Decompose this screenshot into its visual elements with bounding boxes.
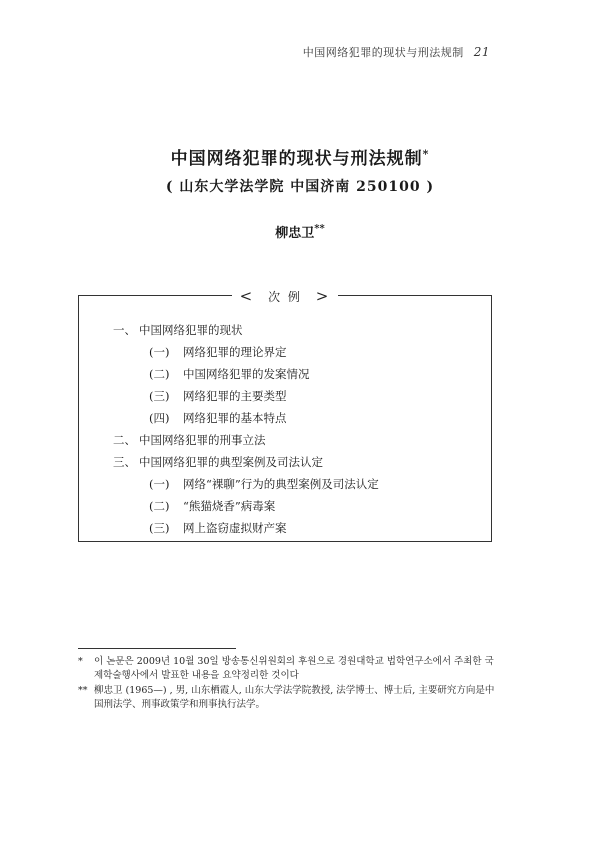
- footnotes: [78, 655, 498, 712]
- toc-heading: [79, 286, 491, 305]
- toc-item-text: 网络“裸聊”行为的典型案例及司法认定: [183, 477, 379, 491]
- toc-item-number: (一): [149, 477, 170, 491]
- toc-item-number: (二): [149, 367, 170, 381]
- toc-item-number: (二): [149, 499, 170, 513]
- toc-item-text: 中国网络犯罪的发案情况: [183, 367, 310, 381]
- footnote-mark: *: [78, 656, 83, 667]
- footnote: [78, 655, 498, 683]
- author-name: 柳忠卫: [275, 226, 315, 241]
- footnote-text: 柳忠卫 (1965—) , 男, 山东栖霞人, 山东大学法学院教授, 法学博士、博士后, 主要研究方向是中国刑法学、刑事政策学和刑事执行法学。: [94, 685, 495, 710]
- toc-item-number: (三): [149, 521, 170, 535]
- footnote-divider: [78, 648, 236, 649]
- toc-item: [113, 432, 266, 448]
- toc-item-number: 三、: [113, 455, 136, 469]
- toc-item: [149, 520, 287, 536]
- toc-item-text: 网上盗窃虚拟财产案: [183, 521, 287, 535]
- toc-item-number: (四): [149, 411, 170, 425]
- toc-item: [149, 388, 287, 404]
- toc-item-number: 二、: [113, 433, 136, 447]
- toc-heading-close-bracket: >: [312, 287, 335, 305]
- toc-item-text: 中国网络犯罪的典型案例及司法认定: [139, 455, 323, 469]
- author-line: [0, 222, 600, 241]
- author-affiliation: ( 山东大学法学院 中国济南 250100 ): [165, 179, 435, 195]
- running-head-title: 中国网络犯罪的现状与刑法规制: [302, 46, 464, 59]
- footnote-mark: **: [78, 685, 88, 696]
- toc-item: [149, 366, 310, 382]
- footnote-text: 이 논문은 2009년 10월 30일 방송통신위원회의 후원으로 경원대학교 법학연구소에서 주최한 국제학술행사에서 발표한 내용을 요약정리한 것이다: [94, 656, 494, 681]
- toc-item-text: 网络犯罪的主要类型: [183, 389, 287, 403]
- page-number: 21: [473, 45, 490, 59]
- footnote: [78, 684, 498, 712]
- title-footnote-mark: *: [422, 147, 430, 161]
- article-title: [0, 144, 600, 169]
- table-of-contents: [78, 287, 492, 542]
- toc-heading-label: 次 例: [264, 290, 306, 304]
- toc-item-text: 网络犯罪的理论界定: [183, 345, 287, 359]
- running-head: [303, 44, 490, 60]
- toc-item-number: (一): [149, 345, 170, 359]
- toc-item: [113, 322, 243, 338]
- toc-item: [149, 344, 287, 360]
- toc-item: [149, 498, 275, 514]
- toc-item: [149, 410, 287, 426]
- toc-item-number: (三): [149, 389, 170, 403]
- author-footnote-mark: **: [314, 223, 325, 235]
- toc-item: [149, 476, 379, 492]
- toc-item: [113, 454, 323, 470]
- toc-item-text: 中国网络犯罪的现状: [139, 323, 243, 337]
- toc-item-text: 中国网络犯罪的刑事立法: [139, 433, 266, 447]
- article-title-text: 中国网络犯罪的现状与刑法规制: [170, 149, 423, 169]
- toc-heading-open-bracket: <: [236, 287, 259, 305]
- toc-item-number: 一、: [113, 323, 136, 337]
- toc-item-text: “熊猫烧香”病毒案: [183, 499, 276, 513]
- toc-item-text: 网络犯罪的基本特点: [183, 411, 287, 425]
